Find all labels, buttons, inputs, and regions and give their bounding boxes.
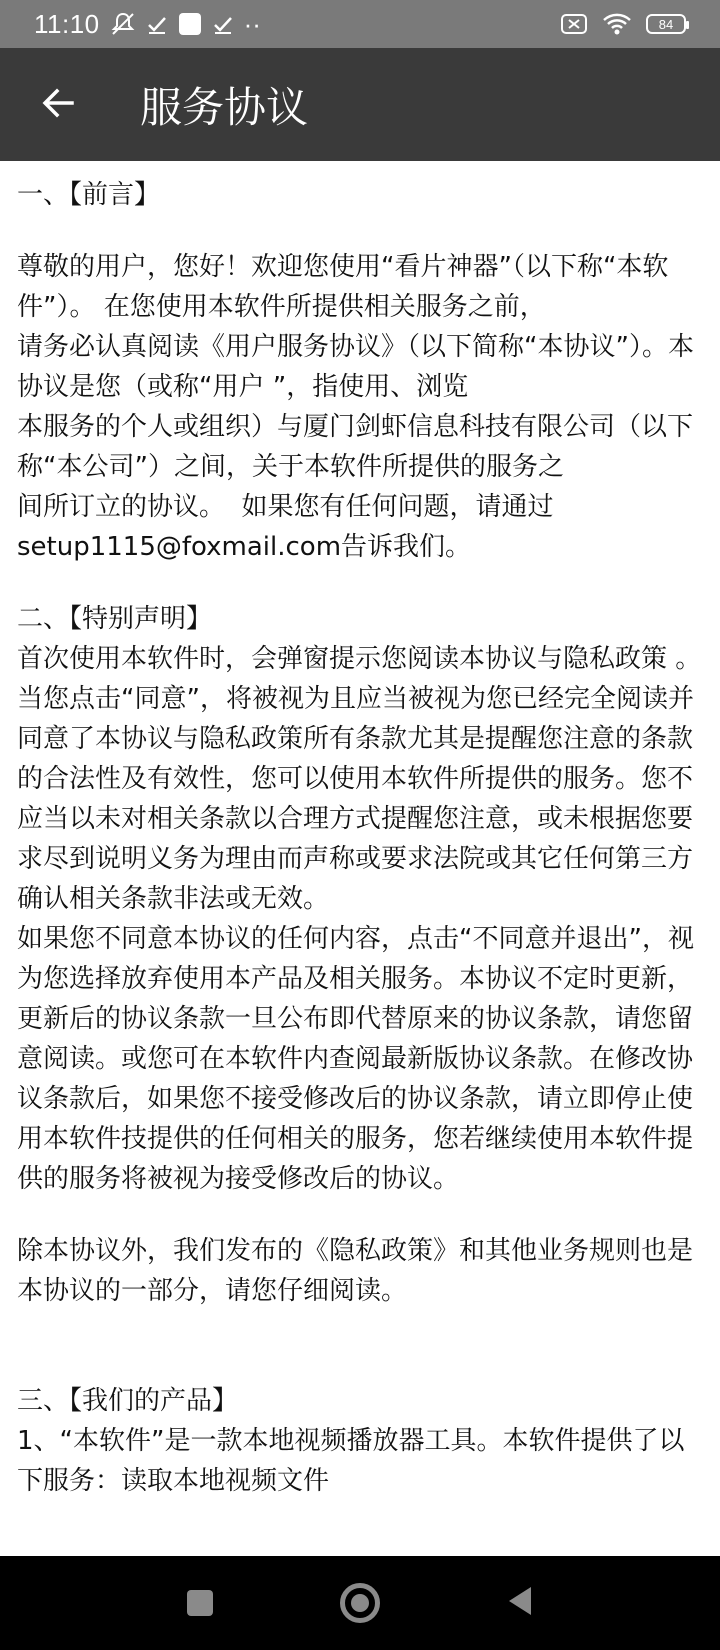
preface-heading: 一、【前言】 xyxy=(17,180,161,210)
system-nav-bar xyxy=(0,1556,720,1650)
status-time: 11:10 xyxy=(34,8,100,39)
check-icon xyxy=(146,13,168,35)
close-box-icon xyxy=(560,13,588,35)
battery-icon xyxy=(646,14,686,34)
spacer xyxy=(17,1311,704,1381)
special-heading: 二、【特别声明】 xyxy=(17,604,213,634)
square-icon xyxy=(187,1590,213,1616)
agreement-content[interactable] xyxy=(0,161,720,1556)
spacer xyxy=(17,567,704,599)
page-title: 服务协议 xyxy=(140,82,309,132)
special-body: 首次使用本软件时，会弹窗提示您阅读本协议与隐私政策 。当您点击“同意”，将被视为且应当被视为您已经完全阅读并同意了本协议与隐私政策所有条款尤其是提醒您注意的条款的合法性及有效性，您可以使用本软件所提供的服务。您不应当以未对相关条款以合理方式提醒您注意，或未根据您要求尽到说明义务为理由而声称或要求法院或其它任何第三方确认相关条款非法或无效。 如果您不同意本协议的任何内容，点击“不同意并退出”，视为您选择放弃使用本产品及相关服务。本协议不定时更新，更新后的协议条款一旦公布即代替原来的协议条款，请您留意阅读。或您可在本软件内查阅最新版协议条款。在修改协议条款后，如果您不接受修改后的协议条款，请立即停止使用本软件技提供的任何相关的服务，您若继续使用本软件提供的服务将被视为接受修改后的协议。 xyxy=(17,644,702,1194)
arrow-left-icon xyxy=(40,85,76,125)
status-bar-left xyxy=(34,9,261,40)
spacer xyxy=(17,215,704,247)
back-button[interactable] xyxy=(18,65,98,145)
preface-body: 尊敬的用户，您好！欢迎您使用“看片神器”（以下称“本软件”）。 在您使用本软件所提供相关服务之前， 请务必认真阅读《用户服务协议》（以下简称“本协议”）。本协议是您（或称“用户 ”，指使用、浏览 本服务的个人或组织）与厦门剑虾信息科技有限公司（以下称“本公司”）之间，关于本软件所提供的服务之 间所订立的协议。 如果您有任何问题，请通过 setup1115@foxmail.com告诉我们。 xyxy=(17,252,694,562)
app-bar xyxy=(0,48,720,161)
nav-back-button[interactable] xyxy=(440,1556,600,1650)
battery-level: 84 xyxy=(658,16,674,32)
circle-inner xyxy=(351,1594,369,1612)
wifi-icon xyxy=(602,12,632,36)
check-icon xyxy=(212,13,234,35)
status-more-dots: ·· xyxy=(243,8,261,39)
app-icon xyxy=(178,12,202,36)
product-body: 1、“本软件”是一款本地视频播放器工具。本软件提供了以下服务：读取本地视频文件 xyxy=(17,1426,685,1496)
home-button[interactable] xyxy=(280,1556,440,1650)
extra-body: 除本协议外，我们发布的《隐私政策》和其他业务规则也是本协议的一部分，请您仔细阅读。 xyxy=(17,1236,694,1306)
status-bar xyxy=(0,0,720,48)
product-heading: 三、【我们的产品】 xyxy=(17,1386,239,1416)
spacer xyxy=(17,1199,704,1231)
status-bar-right xyxy=(560,12,686,36)
triangle-back-icon xyxy=(505,1584,535,1622)
mute-icon xyxy=(110,11,136,37)
circle-icon xyxy=(340,1583,380,1623)
recents-button[interactable] xyxy=(120,1556,280,1650)
